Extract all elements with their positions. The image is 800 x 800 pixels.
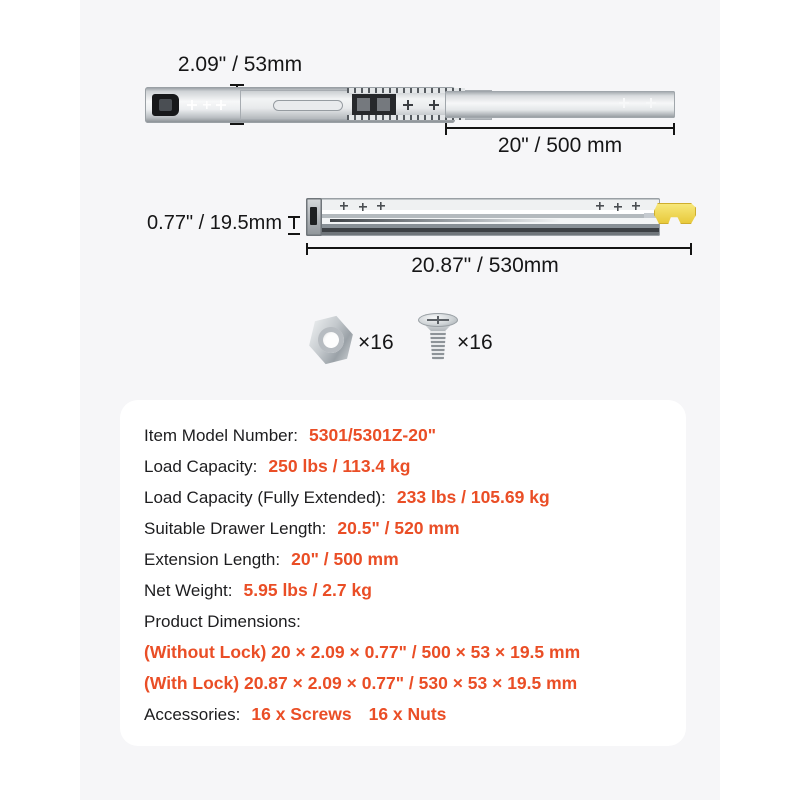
spec-row-model: [144, 420, 668, 451]
spec-row-dimensions-with-lock: [144, 668, 668, 699]
spec-value: (Without Lock) 20 × 2.09 × 0.77" / 500 × 53 × 19.5 mm: [144, 642, 581, 662]
drawer-slide-extended-image: [145, 85, 675, 127]
spec-value: 20.5" / 520 mm: [337, 518, 460, 538]
lock-mechanism-block: [352, 94, 396, 115]
drawer-slide-locked-image: [306, 195, 698, 241]
screw-count: ×16: [457, 331, 493, 354]
spec-label: Extension Length:: [144, 550, 281, 569]
spec-row-dimensions-heading: [144, 606, 668, 637]
slide-height-dimension-marker: [288, 216, 300, 235]
rivet-mark-icon: [187, 100, 197, 110]
slide-end-bracket: [306, 198, 322, 236]
screw-icon: [418, 311, 458, 363]
rivet-mark-icon: [619, 98, 629, 108]
locked-length-dimension-label: 20.87" / 530mm: [411, 254, 559, 277]
spec-label: Suitable Drawer Length:: [144, 519, 327, 538]
spec-value: 16 x Nuts: [368, 704, 447, 724]
spec-label: Accessories:: [144, 705, 241, 724]
rail-slot: [273, 100, 343, 111]
rivet-mark-icon: [596, 202, 604, 210]
spec-label: Net Weight:: [144, 581, 233, 600]
spec-value: 16 x Screws: [251, 704, 352, 724]
spec-row-load-capacity: [144, 451, 668, 482]
spec-value: 5301/5301Z-20": [309, 425, 437, 445]
rivet-mark-icon: [429, 100, 439, 110]
slide-outer-rail: [445, 91, 675, 118]
spec-label: Load Capacity:: [144, 457, 258, 476]
spec-row-load-capacity-extended: [144, 482, 668, 513]
rivet-mark-icon: [614, 203, 622, 211]
spec-row-accessories: [144, 699, 668, 730]
spec-label: Load Capacity (Fully Extended):: [144, 488, 386, 507]
spec-row-net-weight: [144, 575, 668, 606]
rivet-mark-icon: [632, 202, 640, 210]
spec-value: 20" / 500 mm: [291, 549, 399, 569]
locked-length-dimension-line: [306, 247, 692, 249]
rivet-mark-icon: [359, 203, 367, 211]
spec-value: (With Lock) 20.87 × 2.09 × 0.77" / 530 × 53 × 19.5 mm: [144, 673, 578, 693]
release-latch: [152, 94, 179, 116]
slide-height-dimension-label: 0.77" / 19.5mm: [147, 212, 282, 234]
spec-label: Product Dimensions:: [144, 612, 301, 631]
yellow-lock-lever: [654, 203, 696, 224]
rivet-mark-icon: [340, 202, 348, 210]
spec-row-dimensions-without-lock: [144, 637, 668, 668]
chrome-reflection: [330, 219, 560, 222]
rivet-mark-icon: [216, 100, 226, 110]
rivet-mark-icon: [403, 100, 413, 110]
slide-width-dimension-label: 2.09" / 53mm: [177, 53, 303, 76]
spec-value: 233 lbs / 105.69 kg: [396, 487, 550, 507]
slide-length-dimension-label: 20" / 500 mm: [497, 134, 623, 157]
slide-length-dimension-line: [445, 127, 675, 129]
rivet-mark-icon: [646, 98, 656, 108]
nut-count: ×16: [358, 331, 394, 354]
rivet-mark-icon: [203, 101, 211, 109]
spec-row-drawer-length: [144, 513, 668, 544]
spec-card: [120, 400, 686, 746]
spec-row-extension-length: [144, 544, 668, 575]
spec-label: Item Model Number:: [144, 426, 298, 445]
spec-value: 5.95 lbs / 2.7 kg: [243, 580, 372, 600]
rivet-mark-icon: [377, 202, 385, 210]
spec-value: 250 lbs / 113.4 kg: [268, 456, 411, 476]
